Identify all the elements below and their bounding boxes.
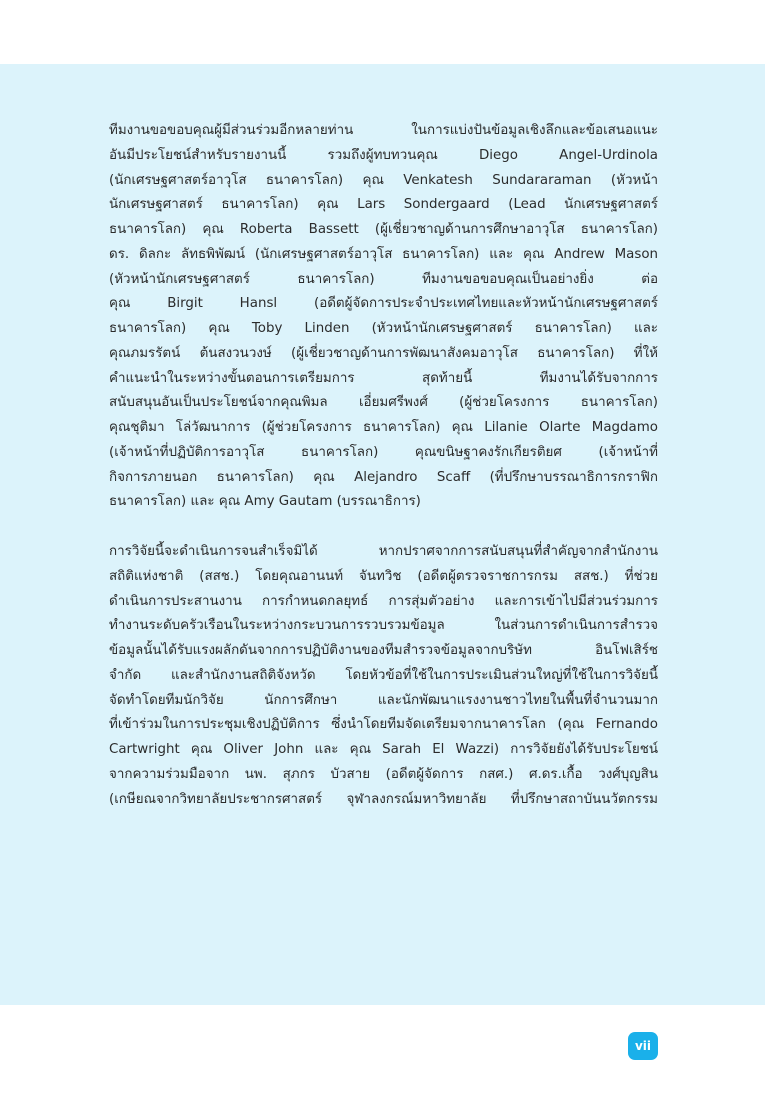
document-body xyxy=(109,119,658,812)
page-number-badge: vii xyxy=(628,1032,658,1060)
text-line: (หัวหน้านักเศรษฐศาสตร์ ธนาคารโลก) ทีมงานขอขอบคุณเป็นอย่างยิ่ง ต่อ xyxy=(109,271,658,287)
text-line: จัดทำโดยทีมนักวิจัย นักการศึกษา และนักพัฒนาแรงงานชาวไทยในพื้นที่จำนวนมาก xyxy=(109,692,658,708)
text-line: สถิติแห่งชาติ (สสช.) โดยคุณอานนท์ จันทวิช (อดีตผู้ตรวจราชการกรม สสช.) ที่ช่วย xyxy=(109,568,658,584)
text-line: จากความร่วมมือจาก นพ. สุภกร บัวสาย (อดีตผู้จัดการ กสศ.) ศ.ดร.เกื้อ วงศ์บุญสิน xyxy=(109,766,658,782)
text-line: ดำเนินการประสานงาน การกำหนดกลยุทธ์ การสุ่มตัวอย่าง และการเข้าไปมีส่วนร่วมการ xyxy=(109,593,658,609)
paragraph-acknowledgements xyxy=(109,119,658,515)
text-line: นักเศรษฐศาสตร์ ธนาคารโลก) คุณ Lars Sondergaard (Lead นักเศรษฐศาสตร์ xyxy=(109,197,658,213)
text-line: ทำงานระดับครัวเรือนในระหว่างกระบวนการรวบรวมข้อมูล ในส่วนการดำเนินการสำรวจ xyxy=(109,618,658,634)
text-line: คำแนะนำในระหว่างขั้นตอนการเตรียมการ สุดท้ายนี้ ทีมงานได้รับจากการ xyxy=(109,370,658,386)
paragraph-spacer xyxy=(109,515,658,540)
text-line: อันมีประโยชน์สำหรับรายงานนี้ รวมถึงผู้ทบทวนคุณ Diego Angel-Urdinola xyxy=(109,147,658,163)
text-line: กิจการภายนอก ธนาคารโลก) คุณ Alejandro Scaff (ที่ปรึกษาบรรณาธิการกราฟิก xyxy=(109,469,658,485)
text-line: คุณชุติมา โล่วัฒนาการ (ผู้ช่วยโครงการ ธนาคารโลก) คุณ Lilanie Olarte Magdamo xyxy=(109,420,658,435)
text-line: ธนาคารโลก) และ คุณ Amy Gautam (บรรณาธิการ) xyxy=(109,494,421,510)
text-line: คุณ Birgit Hansl (อดีตผู้จัดการประจำประเทศไทยและหัวหน้านักเศรษฐศาสตร์ xyxy=(109,296,658,312)
text-line: ข้อมูลนั้นได้รับแรงผลักดันจากการปฏิบัติงานของทีมสำรวจข้อมูลจากบริษัท อินโฟเสิร์ช xyxy=(109,643,658,658)
text-line: (เจ้าหน้าที่ปฏิบัติการอาวุโส ธนาคารโลก) คุณขนิษฐาคงรักเกียรติยศ (เจ้าหน้าที่ xyxy=(109,444,658,460)
text-line: (เกษียณจากวิทยาลัยประชากรศาสตร์ จุฬาลงกรณ์มหาวิทยาลัย ที่ปรึกษาสถาบันนวัตกรรม xyxy=(109,791,658,807)
text-line: จำกัด และสำนักงานสถิติจังหวัด โดยหัวข้อที่ใช้ในการประเมินส่วนใหญ่ที่ใช้ในการวิจัยนี้ xyxy=(109,667,658,683)
text-line: Cartwright คุณ Oliver John และ คุณ Sarah El Wazzi) การวิจัยยังได้รับประโยชน์ xyxy=(109,742,658,757)
text-line: สนับสนุนอันเป็นประโยชน์จากคุณพิมล เอี่ยมศรีพงศ์ (ผู้ช่วยโครงการ ธนาคารโลก) xyxy=(109,395,658,411)
text-line: ที่เข้าร่วมในการประชุมเชิงปฏิบัติการ ซึ่งนำโดยทีมจัดเตรียมจากนาคารโลก (คุณ Fernando xyxy=(109,717,658,733)
text-line: (นักเศรษฐศาสตร์อาวุโส ธนาคารโลก) คุณ Venkatesh Sundararaman (หัวหน้า xyxy=(109,172,658,188)
text-line: ทีมงานขอขอบคุณผู้มีส่วนร่วมอีกหลายท่าน ในการแบ่งปันข้อมูลเชิงลึกและข้อเสนอแนะ xyxy=(109,123,658,138)
text-line: คุณภมรรัตน์ ต้นสงวนวงษ์ (ผู้เชี่ยวชาญด้านการพัฒนาสังคมอาวุโส ธนาคารโลก) ที่ให้ xyxy=(109,345,658,361)
text-line: ธนาคารโลก) คุณ Toby Linden (หัวหน้านักเศรษฐศาสตร์ ธนาคารโลก) และ xyxy=(109,321,658,336)
paragraph-research-support xyxy=(109,540,658,812)
text-line: ธนาคารโลก) คุณ Roberta Bassett (ผู้เชี่ยวชาญด้านการศึกษาอาวุโส ธนาคารโลก) xyxy=(109,222,658,237)
text-line: การวิจัยนี้จะดำเนินการจนสำเร็จมิได้ หากปราศจากการสนับสนุนที่สำคัญจากสำนักงาน xyxy=(109,544,658,559)
text-line: ดร. ดิลกะ ลัทธพิพัฒน์ (นักเศรษฐศาสตร์อาวุโส ธนาคารโลก) และ คุณ Andrew Mason xyxy=(109,246,658,262)
